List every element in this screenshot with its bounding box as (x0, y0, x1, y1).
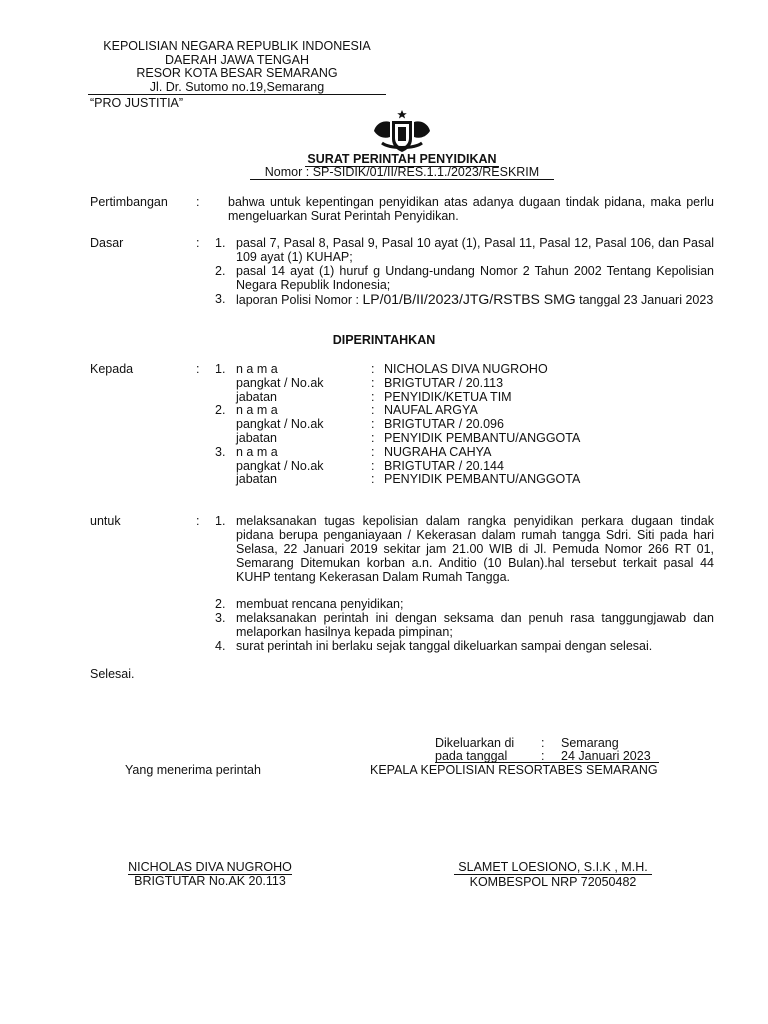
untuk-text-2: membuat rencana penyidikan; (236, 597, 404, 611)
field-colon: : (371, 472, 375, 486)
dasar-num-3: 3. (215, 292, 226, 306)
untuk-num-2: 2. (215, 597, 226, 611)
issued-date: 24 Januari 2023 (561, 749, 651, 763)
untuk-text-1: melaksanakan tugas kepolisian dalam rangka penyidikan perkara dugaan tindak pidana berupa penganiayaan / Kekerasan dalam rumah tangga Sdri. Siti pada hari Selasa, 22 Januari 2019 sekitar jam 21.00 WIB di Jl. Pemuda Nomor 266 RT 01, Semarang Ditemukan korban a.n. Anditio (10 Bulan).hal tersebut terkait pasal 44 KUHP tentang Kekerasan Dalam Rumah Tangga. (236, 514, 714, 584)
member-pangkat-label: pangkat / No.ak (236, 459, 324, 473)
member-jabatan: PENYIDIK PEMBANTU/ANGGOTA (384, 472, 581, 486)
receiver-name: NICHOLAS DIVA NUGROHO (128, 860, 292, 874)
letterhead (88, 40, 386, 95)
dasar-label: Dasar (90, 236, 124, 250)
dasar-text-3c: tanggal 23 Januari 2023 (575, 293, 714, 307)
dasar-text-3 (236, 292, 714, 307)
field-colon: : (371, 362, 375, 376)
receiver-title: Yang menerima perintah (125, 763, 261, 777)
report-number: LP/01/B/II/2023/JTG/RSTBS SMG (362, 291, 576, 307)
field-colon: : (371, 417, 375, 431)
dasar-num-1: 1. (215, 236, 226, 250)
untuk-num-4: 4. (215, 639, 226, 653)
diperintahkan-heading: DIPERINTAHKAN (332, 333, 436, 347)
member-jabatan: PENYIDIK/KETUA TIM (384, 390, 512, 404)
issued-date-label: pada tanggal (435, 749, 508, 763)
field-colon: : (371, 390, 375, 404)
member-num-1: 1. (215, 362, 226, 376)
pertimbangan-text: bahwa untuk kepentingan penyidikan atas adanya dugaan tindak pidana, maka perlu mengeluarkan Surat Perintah Penyidikan. (228, 195, 714, 223)
untuk-num-1: 1. (215, 514, 226, 528)
field-colon: : (371, 431, 375, 445)
member-nama: NAUFAL ARGYA (384, 403, 478, 417)
closing-text: Selesai. (90, 667, 135, 681)
issued-place-label: Dikeluarkan di (435, 736, 515, 750)
untuk-num-3: 3. (215, 611, 226, 625)
member-num-3: 3. (215, 445, 226, 459)
police-emblem-icon (370, 109, 434, 155)
member-jabatan-label: jabatan (236, 390, 278, 404)
untuk-text-3: melaksanakan perintah ini dengan seksama dan penuh rasa tanggungjawab dan melaporkan hasilnya kepada pimpinan; (236, 611, 714, 639)
field-colon: : (371, 445, 375, 459)
document-number: Nomor : SP-SIDIK/01/II/RES.1.1./2023/RESKRIM (250, 166, 554, 180)
member-num-2: 2. (215, 403, 226, 417)
field-colon: : (371, 403, 375, 417)
dasar-text-2: pasal 14 ayat (1) huruf g Undang-undang Nomor 2 Tahun 2002 Tentang Kepolisian Negara Republik Indonesia; (236, 264, 714, 292)
dasar-colon: : (196, 236, 200, 250)
dasar-num-2: 2. (215, 264, 226, 278)
member-nama: NUGRAHA CAHYA (384, 445, 492, 459)
title-text: SURAT PERINTAH PENYIDIKAN (307, 152, 497, 166)
dasar-text-3a: laporan Polisi Nomor : (236, 293, 363, 307)
untuk-text-4: surat perintah ini berlaku sejak tanggal dikeluarkan sampai dengan selesai. (236, 639, 653, 653)
member-nama-label: n a m a (236, 445, 278, 459)
untuk-colon: : (196, 514, 200, 528)
document-title (250, 152, 554, 166)
field-colon: : (371, 459, 375, 473)
member-jabatan-label: jabatan (236, 431, 278, 445)
issuer-rank: KOMBESPOL NRP 72050482 (469, 875, 637, 889)
resort-name: RESOR KOTA BESAR SEMARANG (136, 66, 338, 80)
receiver-signature (100, 860, 320, 888)
region-name: DAERAH JAWA TENGAH (164, 52, 309, 67)
untuk-label: untuk (90, 514, 121, 528)
kepada-label: Kepada (90, 362, 134, 376)
issued-place-colon: : (541, 736, 545, 750)
issuer-title: KEPALA KEPOLISIAN RESORTABES SEMARANG (370, 763, 658, 777)
field-colon: : (371, 376, 375, 390)
pertimbangan-colon: : (196, 195, 200, 209)
member-jabatan-label: jabatan (236, 472, 278, 486)
issued-place: Semarang (561, 736, 619, 750)
member-pangkat-label: pangkat / No.ak (236, 376, 324, 390)
member-pangkat: BRIGTUTAR / 20.096 (384, 417, 504, 431)
issuer-name: SLAMET LOESIONO, S.I.K , M.H. (454, 860, 651, 875)
pertimbangan-label: Pertimbangan (90, 195, 168, 209)
member-pangkat: BRIGTUTAR / 20.113 (384, 376, 504, 390)
address: Jl. Dr. Sutomo no.19,Semarang (88, 81, 386, 96)
member-pangkat-label: pangkat / No.ak (236, 417, 324, 431)
member-nama: NICHOLAS DIVA NUGROHO (384, 362, 548, 376)
issued-date-colon: : (541, 749, 545, 763)
dasar-text-1: pasal 7, Pasal 8, Pasal 9, Pasal 10 ayat (1), Pasal 11, Pasal 12, Pasal 106, dan Pasal 109 ayat (1) KUHAP; (236, 236, 714, 264)
member-nama-label: n a m a (236, 362, 278, 376)
issued-date-line (435, 749, 659, 763)
member-pangkat: BRIGTUTAR / 20.144 (384, 459, 504, 473)
member-nama-label: n a m a (236, 403, 278, 417)
pro-justitia: “PRO JUSTITIA” (90, 96, 184, 110)
member-jabatan: PENYIDIK PEMBANTU/ANGGOTA (384, 431, 581, 445)
kepada-colon: : (196, 362, 200, 376)
receiver-rank: BRIGTUTAR No.AK 20.113 (134, 874, 286, 888)
institution-name: KEPOLISIAN NEGARA REPUBLIK INDONESIA (103, 39, 371, 53)
issuer-signature (438, 860, 668, 889)
